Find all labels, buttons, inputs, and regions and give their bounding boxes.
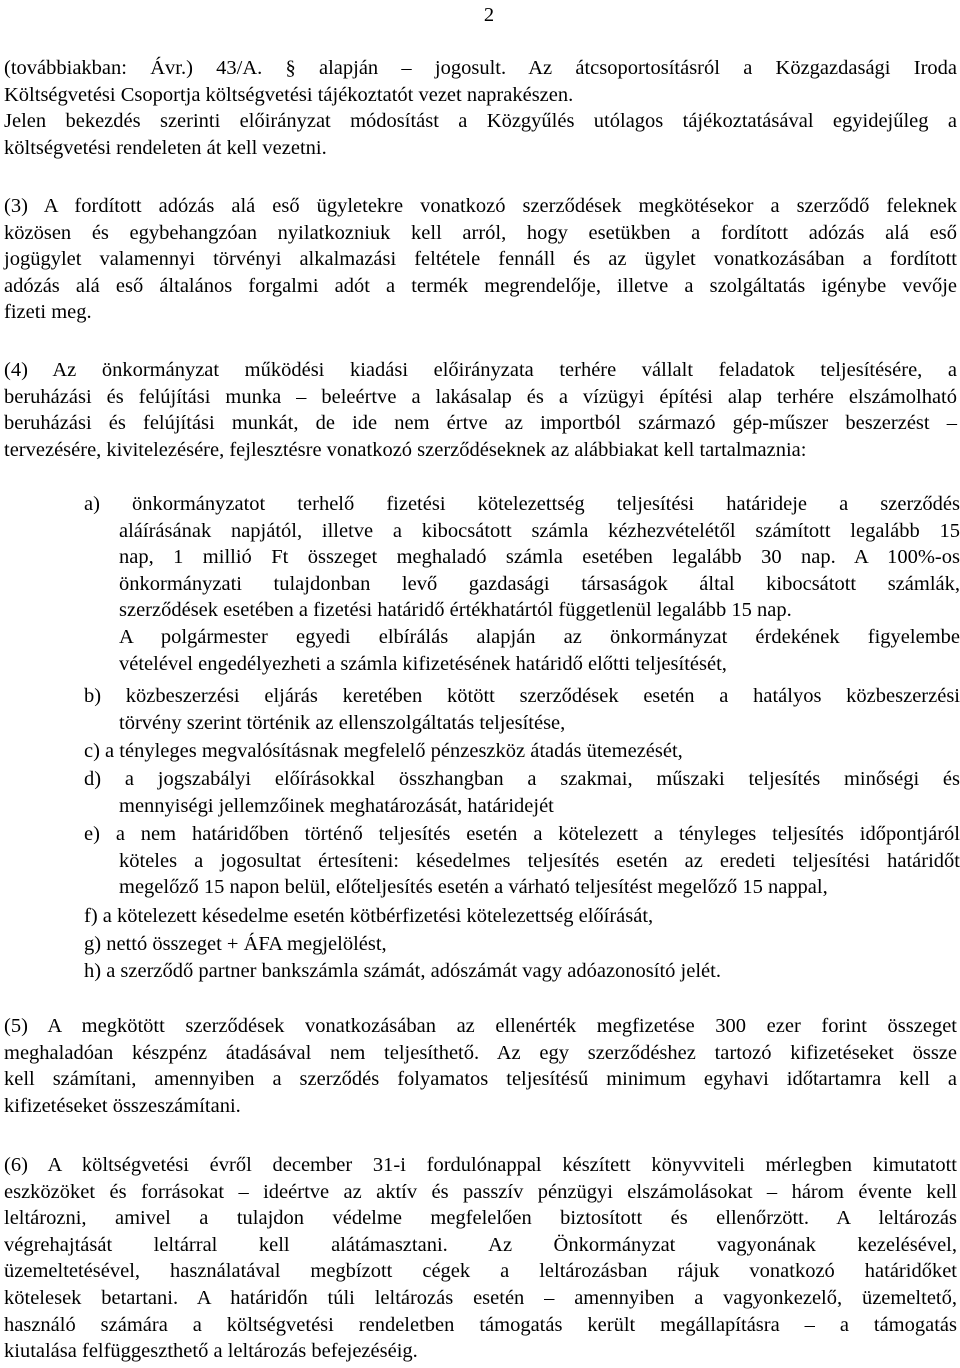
text-line: használó számára a költségvetési rendeletben támogatás került megállapításra – a támogatás bbox=[4, 1313, 957, 1336]
text-line: Jelen bekezdés szerinti előirányzat módosítást a Közgyűlés utólagos tájékoztatásával egyidejűleg a bbox=[4, 110, 957, 133]
text-line: meghaladóan készpénz átadásával nem teljesíthető. Az egy szerződéshez tartozó kifizetéseket össze bbox=[4, 1041, 957, 1064]
text-line: (6) A költségvetési évről december 31-i fordulónappal készített könyvviteli mérlegben kimutatott bbox=[4, 1154, 957, 1176]
text-line: f) a kötelezett késedelme esetén kötbérfizetési kötelezettség előírását, bbox=[84, 905, 654, 927]
list-item-c bbox=[84, 738, 960, 765]
paragraph-6 bbox=[4, 1152, 957, 1365]
paragraph-5 bbox=[4, 1013, 957, 1119]
text-line: megelőző 15 napon belül, előteljesítés esetén a várható teljesítést megelőző 15 nappal, bbox=[119, 876, 828, 899]
intro-paragraph bbox=[4, 55, 957, 161]
text-line: (továbbiakban: Ávr.) 43/A. § alapján – jogosult. Az átcsoportosításról a Közgazdasági Iroda bbox=[4, 57, 957, 79]
text-line: adózás alá eső általános forgalmi adót a termék megrendelője, illetve a szolgáltatás igénybe vevője bbox=[4, 274, 957, 297]
text-line: Költségvetési Csoportja költségvetési tájékoztatót vezet naprakészen. bbox=[4, 83, 574, 106]
text-line: kiutalása felfüggeszthető a leltározás befejezéséig. bbox=[4, 1340, 418, 1363]
text-line: kell számítani, amennyiben a szerződés folyamatos teljesítésű minimum egyhavi időtartamra kell a bbox=[4, 1068, 957, 1091]
paragraph-4 bbox=[4, 357, 957, 463]
text-line: mennyiségi jellemzőinek meghatározását, határidejét bbox=[119, 794, 554, 817]
text-line: A polgármester egyedi elbírálás alapján az önkormányzat érdekének figyelembe bbox=[119, 625, 960, 648]
text-line: (5) A megkötött szerződések vonatkozásában az ellenérték megfizetése 300 ezer forint összeget bbox=[4, 1015, 957, 1037]
text-line: eszközöket és forrásokat – ideértve az aktív és passzív pénzügyi elszámolásokat – három évente kell bbox=[4, 1180, 957, 1203]
text-line: (3) A fordított adózás alá eső ügyletekre vonatkozó szerződések megkötésekor a szerződő feleknek bbox=[4, 195, 957, 217]
text-line: e) a nem határidőben történő teljesítés esetén a kötelezett a tényleges teljesítés időpontjáról bbox=[84, 823, 960, 845]
text-line: leltározni, amivel a tulajdon védelme megfelelően biztosított és ellenőrzött. A leltározás bbox=[4, 1207, 957, 1230]
list-item-g bbox=[84, 931, 960, 958]
text-line: c) a tényleges megvalósításnak megfelelő pénzeszköz átadás ütemezését, bbox=[84, 740, 683, 762]
text-line: d) a jogszabályi előírásokkal összhangban a szakmai, műszaki teljesítés minőségi és bbox=[84, 768, 960, 790]
list-item-a bbox=[84, 491, 960, 677]
text-line: köteles a jogosultat értesíteni: késedelmes teljesítés esetén az eredeti teljesítési határidőt bbox=[119, 849, 960, 872]
text-line: kifizetéseket összeszámítani. bbox=[4, 1094, 241, 1117]
text-line: a) önkormányzatot terhelő fizetési kötelezettség teljesítési határideje a szerződés bbox=[84, 493, 960, 515]
text-line: kötelesek betartani. A határidőn túli leltározás esetén – amennyiben a vagyonkezelő, üzemeltető, bbox=[4, 1286, 957, 1309]
text-line: önkormányzati tulajdonban levő gazdasági társaságok által kibocsátott számlák, bbox=[119, 572, 960, 595]
text-line: beruházási és felújítási munkát, de ide nem értve az importból származó gép-műszer beszerzést – bbox=[4, 412, 957, 435]
text-line: g) nettó összeget + ÁFA megjelölést, bbox=[84, 933, 387, 955]
page-number: 2 bbox=[483, 4, 495, 26]
text-line: közösen és egybehangzóan nyilatkozniuk kell arról, hogy esetükben a fordított adózás alá eső bbox=[4, 221, 957, 244]
text-line: vételével engedélyezheti a számla kifizetésének határidő előtti teljesítését, bbox=[119, 652, 727, 675]
text-line: költségvetési rendeleten át kell vezetni. bbox=[4, 136, 327, 159]
text-line: tervezésére, kivitelezésére, fejlesztésre vonatkozó szerződéseknek az alábbiakat kell tartalmaznia: bbox=[4, 438, 807, 461]
text-line: beruházási és felújítási munka – beleértve a lakásalap és a vízügyi építési alap terhére elszámolható bbox=[4, 385, 957, 408]
text-line: aláírásának napjától, illetve a kibocsátott számla kézhezvételétől számított legalább 15 bbox=[119, 519, 960, 542]
text-line: nap, 1 millió Ft összeget meghaladó számla esetében legalább 30 nap. A 100%-os bbox=[119, 546, 960, 569]
text-line: jogügylet valamennyi törvényi alkalmazási feltétele fennáll és az ügylet vonatkozásában a fordított bbox=[4, 248, 957, 271]
list-item-f bbox=[84, 903, 960, 930]
text-line: b) közbeszerzési eljárás keretében kötött szerződések esetén a hatályos közbeszerzési bbox=[84, 685, 960, 707]
text-line: (4) Az önkormányzat működési kiadási előirányzata terhére vállalt feladatok teljesítésére, a bbox=[4, 359, 957, 381]
list-item-e bbox=[84, 821, 960, 901]
text-line: fizeti meg. bbox=[4, 301, 92, 324]
list-item-h bbox=[84, 958, 960, 985]
text-line: üzemeltetésével, használatával megbízott cégek a leltározásban rájuk vonatkozó határidőket bbox=[4, 1260, 957, 1283]
text-line: törvény szerint történik az ellenszolgáltatás teljesítése, bbox=[119, 711, 566, 734]
text-line: végrehajtását leltárral kell alátámasztani. Az Önkormányzat vagyonának kezelésével, bbox=[4, 1233, 957, 1256]
list-item-b bbox=[84, 683, 960, 736]
paragraph-3 bbox=[4, 193, 957, 326]
text-line: h) a szerződő partner bankszámla számát, adószámát vagy adóazonosító jelét. bbox=[84, 960, 721, 982]
text-line: szerződések esetében a fizetési határidő értékhatártól függetlenül legalább 15 nap. bbox=[119, 599, 792, 622]
list-item-d bbox=[84, 766, 960, 819]
